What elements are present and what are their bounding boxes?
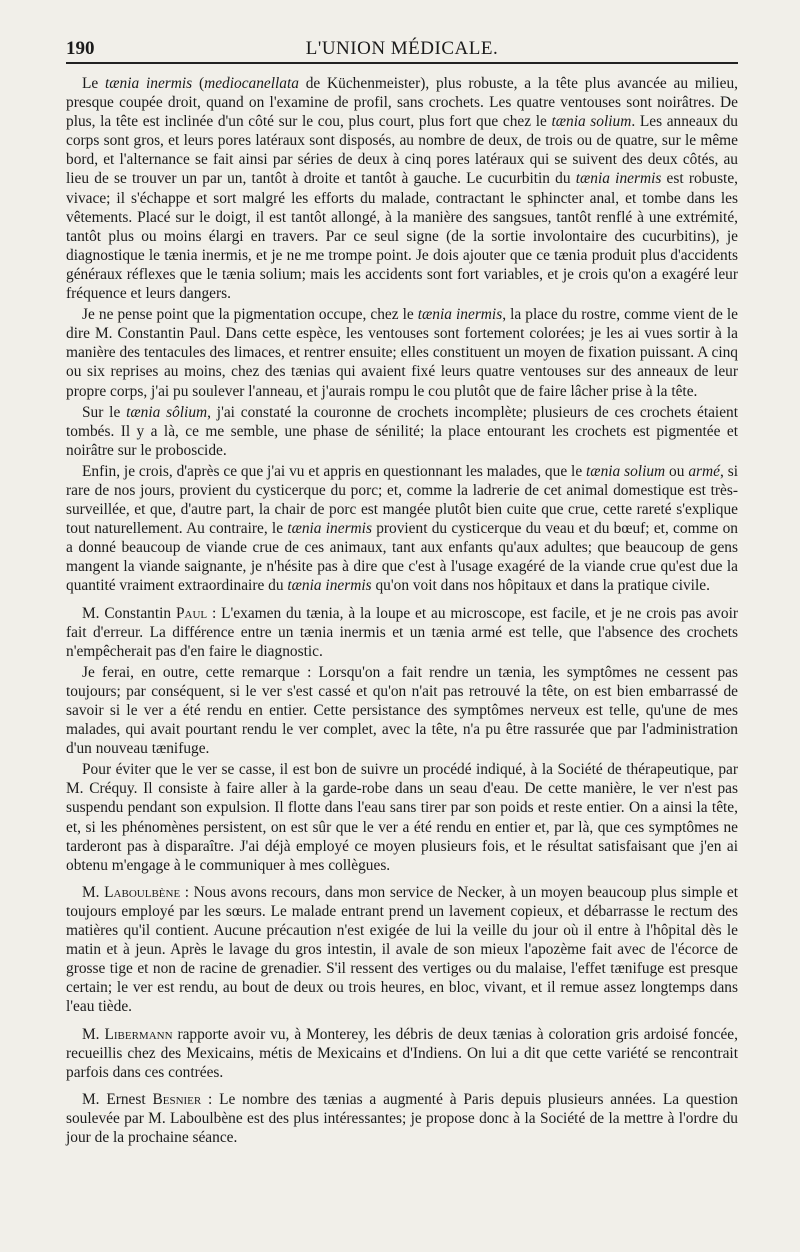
speaker-name: Besnier bbox=[152, 1090, 202, 1108]
text-run: M. bbox=[82, 883, 105, 901]
italic-term: tænia solium bbox=[586, 462, 666, 480]
text-run: rapporte avoir vu, à Monterey, les débris de deux tænias à coloration gris ardoisé foncée, recueillis chez des Mexicains, métis de Mexicains et d'Indiens. On lui a dit que cette variété se rencontrait parfois dans ces contrées. bbox=[66, 1025, 738, 1081]
paragraph-p10 bbox=[66, 1090, 738, 1147]
text-run: de Küchenmeister), plus robuste, a la tête plus avancée au milieu, presque coupée droit, quand on l'examine de profil, sans crochets. Les quatre ventouses sont noirâtres. De plus, la tête est inclinée d'un côté sur le cou, plus court, plus fort que chez le bbox=[66, 75, 738, 131]
paragraph-p5 bbox=[66, 604, 738, 661]
paragraph-p4 bbox=[66, 462, 738, 596]
paragraph-p2 bbox=[66, 305, 738, 400]
paragraph-p3 bbox=[66, 403, 738, 460]
italic-term: tænia inermis bbox=[287, 577, 372, 595]
italic-term: tænia inermis bbox=[287, 520, 372, 538]
italic-term: tænia inermis bbox=[105, 75, 193, 92]
text-run: ( bbox=[192, 75, 205, 92]
page-number: 190 bbox=[66, 38, 95, 59]
italic-term: tænia inermis bbox=[417, 306, 503, 324]
text-run: : Le nombre des tænias a augmenté à Paris depuis plusieurs années. La question soulevée par M. Laboulbène est des plus intéressantes; je propose donc à la Société de la mettre à l'ordre du jour de la prochaine séance. bbox=[66, 1090, 739, 1146]
text-run: . Les anneaux du corps sont gros, et leurs pores latéraux sont disposés, au nombre de deux, de trois ou de quatre, sur le même bord, et l'alternance se fait ainsi par séries de deux à cinq pores latéraux qui se suivent des deux côtés, au lieu de se trouver un par un, tantôt à droite et tantôt à gauche. Le cucurbitin du bbox=[66, 113, 739, 188]
paragraph-p1 bbox=[66, 74, 738, 303]
paragraph-p8 bbox=[66, 883, 738, 1017]
speaker-name: Paul bbox=[175, 604, 208, 622]
text-run: Je ferai, en outre, cette remarque : Lorsqu'on a fait rendre un tænia, les symptômes ne cessent pas toujours; par conséquent, si le ver s'est cassé et qu'on n'ait pas retrouvé la tête, on est bien embarrassé de savoir si le ver a été rendu en entier. Cette persistance des symptômes nerveux est telle, qu'une de mes malades, qui avait pourtant rendu le ver complet, avec la tête, n'a pu être rassurée que par l'administration d'un nouveau tænifuge. bbox=[66, 663, 738, 758]
text-run: : Nous avons recours, dans mon service de Necker, à un moyen beaucoup plus simple et toujours employé par les sœurs. Le malade entrant prend un lavement copieux, et débarrasse le rectum des matières qu'il contient. Aucune précaution n'est exigée de lui la veille du jour où il entre à l'hôpital dès le matin et à jeun. Après le lavage du gros intestin, il avale de son mieux l'apozème fait avec de l'écorce de grosse tige et non de racine de grenadier. S'il ressent des vertiges ou du malaise, l'effet tænifuge est presque certain; le ver est rendu, au bout de deux ou trois heures, en bloc, vivant, et il remue assez longtemps dans l'eau tiède. bbox=[66, 883, 738, 1016]
article-body bbox=[66, 74, 738, 1147]
text-run: M. Ernest bbox=[82, 1090, 153, 1108]
text-run: Sur le bbox=[82, 403, 127, 421]
speaker-name: Libermann bbox=[104, 1025, 173, 1043]
running-title: L'UNION MÉDICALE. bbox=[305, 38, 499, 59]
text-run: est robuste, vivace; il s'échappe et sort malgré les efforts du malade, contractant le sphincter anal, et tombe dans les vêtements. Placé sur le doigt, il est tantôt allongé, à la manière des sangsues, tantôt renflé à une extrémité, tantôt plus ou moins élargi en travers. Par ce seul signe (de la sortie involontaire des cucurbitins), je diagnostique le tænia inermis, et je ne me trompe point. Je dois ajouter que ce tænia produit plus d'accidents généraux réflexes que le tænia solium; mais les accidents sont fort variables, et je crois qu'on a exagéré leur fréquence et leurs dangers. bbox=[66, 170, 739, 303]
speaker-name: Laboulbène bbox=[104, 883, 181, 901]
italic-term: tænia inermis bbox=[575, 170, 662, 188]
italic-term: mediocanellata bbox=[204, 75, 299, 92]
italic-term: armé bbox=[688, 462, 720, 480]
text-run: ou bbox=[665, 462, 689, 480]
paragraph-p6 bbox=[66, 663, 738, 758]
text-run: Enfin, je crois, d'après ce que j'ai vu et appris en questionnant les malades, que le bbox=[82, 462, 587, 480]
text-run: qu'on voit dans nos hôpitaux et dans la pratique civile. bbox=[371, 577, 710, 595]
text-run: , la place du rostre, comme vient de le dire M. Constantin Paul. Dans cette espèce, les ventouses sont fortement colorées; je les ai vues sortir à la manière des tentacules des limaces, et rentrer ensuite; elles constituent un moyen de fixation puissant. A cinq ou six reprises au moins, chez des tænias qui avaient fixé leurs quatre ventouses sur des anneaux de leur propre corps, j'ai pu soulever l'anneau, et j'aurais rompu le cou plutôt que de faire lâcher prise à la tête. bbox=[66, 306, 738, 400]
text-run: , si rare de nos jours, provient du cysticerque du porc; et, comme la ladrerie de cet animal domestique est très-surveillée, et que, d'autre part, la chair de porc est mangée plutôt bien cuite que crue, cette rareté s'explique tout naturellement. Au contraire, le bbox=[66, 462, 738, 538]
text-run: : L'examen du tænia, à la loupe et au microscope, est facile, et je ne crois pas avoir fait d'erreur. La différence entre un tænia inermis et un tænia armé est telle, que l'absence des crochets n'empêcherait pas d'en faire le diagnostic. bbox=[66, 604, 738, 660]
text-run: M. bbox=[82, 1025, 105, 1043]
text-run: Je ne pense point que la pigmentation occupe, chez le bbox=[82, 306, 418, 324]
italic-term: tænia solium bbox=[551, 113, 632, 131]
text-run: , j'ai constaté la couronne de crochets incomplète; plusieurs de ces crochets étaient tombés. Il y a là, ce me semble, une phase de sénilité; la place entourant les crochets est pigmentée et noirâtre sur le proboscide. bbox=[66, 403, 739, 459]
text-run: provient du cysticerque du veau et du bœuf; et, comme on a donné beaucoup de viande crue de ces animaux, tant aux enfants qu'aux adultes; que beaucoup de gens mangent la viande saignante, je n'hésite pas à dire que c'est à l'usage exagéré de la viande crue qu'est due la quantité vraiment extraordinaire du bbox=[66, 520, 739, 595]
text-run: Pour éviter que le ver se casse, il est bon de suivre un procédé indiqué, à la Société de thérapeutique, par M. Créquy. Il consiste à faire aller à la garde-robe dans un seau d'eau. De cette manière, le ver n'est pas suspendu pendant son expulsion. Il flotte dans l'eau sans tirer par son poids et reste entier. On a ainsi la tête, et, si les phénomènes persistent, on est sûr que le ver a été rendu en entier et, par là, que ces symptômes ne tarderont pas à disparaître. J'ai déjà employé ce moyen plusieurs fois, et le résultat satisfaisant que j'en ai obtenu m'engage à le communiquer à mes collègues. bbox=[66, 761, 738, 874]
italic-term: tænia sôlium bbox=[126, 403, 208, 421]
paragraph-p9 bbox=[66, 1025, 738, 1082]
text-run: Le bbox=[82, 75, 106, 92]
text-run: M. Constantin bbox=[82, 604, 176, 622]
paragraph-p7 bbox=[66, 760, 738, 875]
page-header bbox=[66, 32, 738, 64]
